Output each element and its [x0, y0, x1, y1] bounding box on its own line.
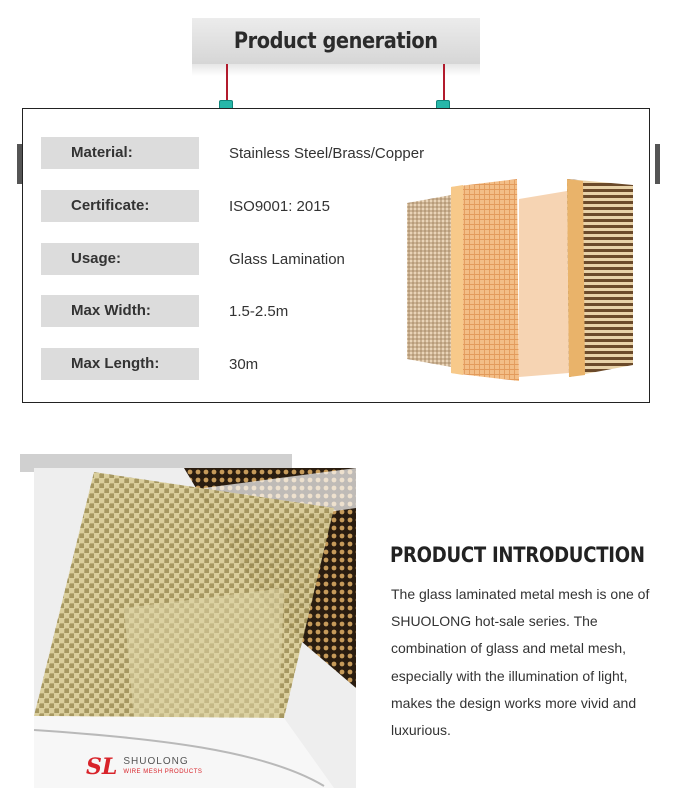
panel-edge: [567, 179, 585, 377]
spec-value: 30m: [229, 355, 259, 373]
brand-text: [123, 757, 202, 777]
intro-line: luxurious.: [391, 722, 451, 739]
mesh-panel-1: [407, 195, 451, 367]
spec-label: Max Width:: [41, 295, 199, 327]
spec-label: Usage:: [41, 243, 199, 275]
intro-text: [391, 581, 671, 744]
spec-row-max-length: [41, 348, 258, 380]
brand-sub: WIRE MESH PRODUCTS: [123, 769, 203, 775]
laminated-glass-panels-image: [407, 177, 637, 387]
hanging-wire-left: [226, 64, 228, 102]
inner-mesh-layer: [124, 588, 284, 720]
spec-row-max-width: [41, 295, 288, 327]
spec-label: Material:: [41, 137, 199, 169]
spec-value: ISO9001: 2015: [229, 197, 330, 215]
intro-line: combination of glass and metal mesh,: [391, 640, 627, 657]
card-side-tab-right: [655, 144, 660, 184]
spec-value: Glass Lamination: [229, 250, 345, 268]
header-banner: [192, 18, 480, 64]
spec-label: Max Length:: [41, 348, 199, 380]
product-photo: [34, 468, 356, 788]
brand-logo: [86, 754, 202, 780]
intro-line: SHUOLONG hot-sale series. The: [391, 613, 598, 630]
panel-edge: [451, 185, 463, 375]
mesh-glass-photo-image: [34, 468, 356, 788]
intro-line: especially with the illumination of light,: [391, 667, 628, 684]
spec-card: [22, 108, 650, 403]
intro-line: The glass laminated metal mesh is one of: [391, 586, 650, 602]
page-title: Product generation: [234, 28, 438, 54]
spec-row-certificate: [41, 190, 330, 222]
brand-name: SHUOLONG: [123, 756, 189, 767]
hanging-wire-right: [443, 64, 445, 102]
spec-label: Certificate:: [41, 190, 199, 222]
spec-value: 1.5-2.5m: [229, 302, 289, 320]
spec-row-usage: [41, 243, 345, 275]
spec-value: Stainless Steel/Brass/Copper: [229, 144, 425, 162]
brand-mark: SL: [86, 754, 118, 780]
spec-row-material: [41, 137, 424, 169]
banner-shadow: [192, 64, 480, 76]
intro-line: makes the design works more vivid and: [391, 694, 637, 711]
intro-title: PRODUCT INTRODUCTION: [390, 543, 645, 567]
mesh-panel-3: [519, 191, 569, 377]
